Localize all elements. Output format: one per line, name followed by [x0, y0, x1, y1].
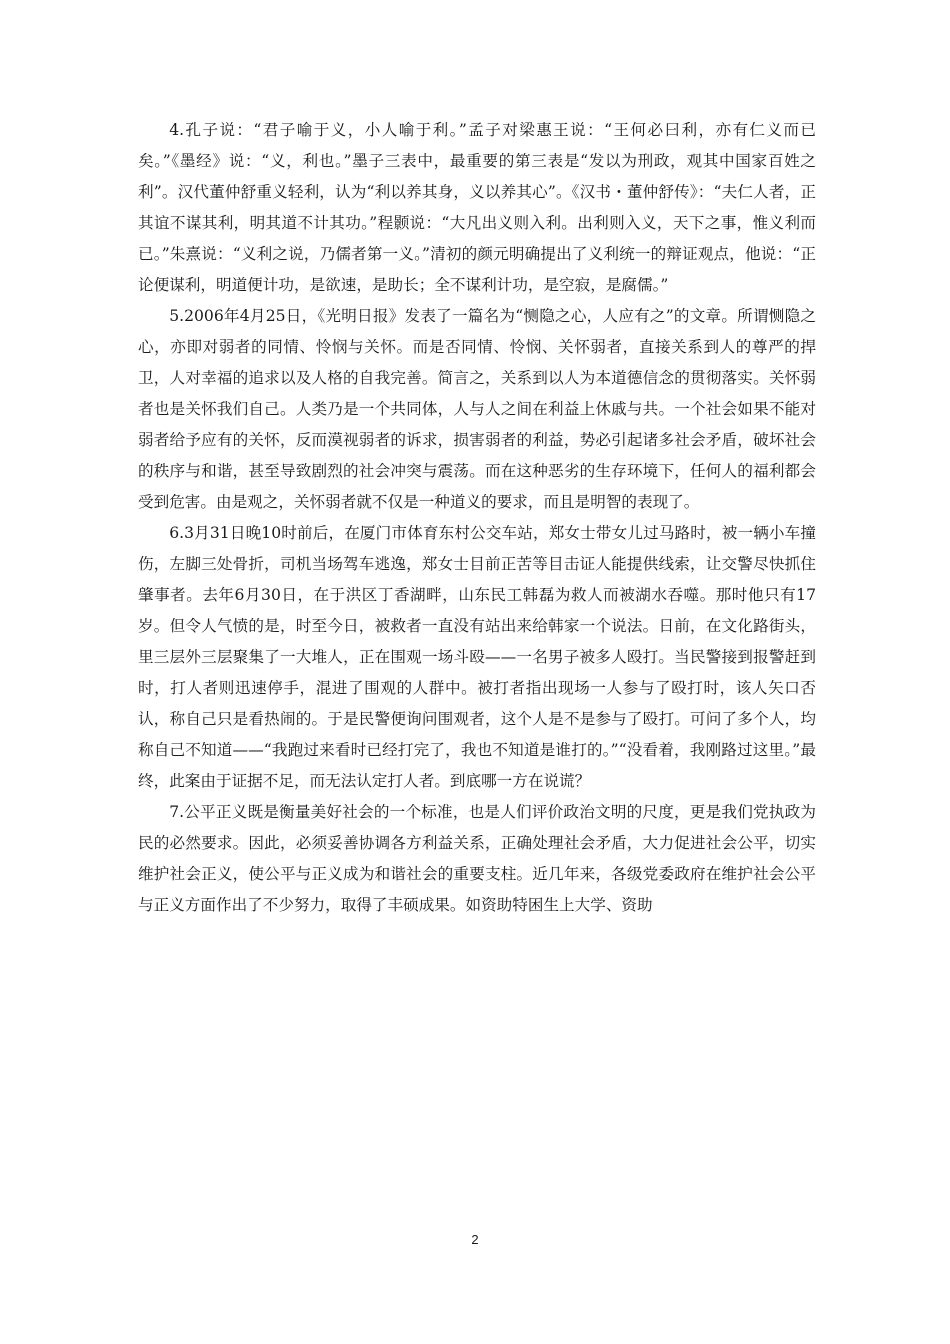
document-body	[138, 115, 816, 921]
paragraph-7: 7.公平正义既是衡量美好社会的一个标准，也是人们评价政治文明的尺度，更是我们党执政为民的必然要求。因此，必须妥善协调各方利益关系，正确处理社会矛盾，大力促进社会公平，切实维护社会正义，使公平与正义成为和谐社会的重要支柱。近几年来，各级党委政府在维护社会公平与正义方面作出了不少努力，取得了丰硕成果。如资助特困生上大学、资助	[138, 803, 816, 914]
paragraph-4: 4.孔子说：“君子喻于义，小人喻于利。”孟子对梁惠王说：“王何必曰利，亦有仁义而已矣。”《墨经》说：“义，利也。”墨子三表中，最重要的第三表是“发以为刑政，观其中国家百姓之利”。汉代董仲舒重义轻利，认为“利以养其身，义以养其心”。《汉书・董仲舒传》：“夫仁人者，正其谊不谋其利，明其道不计其功。”程颢说：“大凡出义则入利。出利则入义，天下之事，惟义利而已。”朱熹说：“义利之说，乃儒者第一义。”清初的颜元明确提出了义利统一的辩证观点，他说：“正论便谋利，明道便计功，是欲速，是助长；全不谋利计功，是空寂，是腐儒。”	[138, 121, 816, 294]
page-number: 2	[471, 1232, 479, 1247]
paragraph-5: 5.2006年4月25日，《光明日报》发表了一篇名为“恻隐之心，人应有之”的文章。所谓恻隐之心，亦即对弱者的同情、怜悯与关怀。而是否同情、怜悯、关怀弱者，直接关系到人的尊严的捍卫，人对幸福的追求以及人格的自我完善。简言之，关系到以人为本道德信念的贯彻落实。关怀弱者也是关怀我们自己。人类乃是一个共同体，人与人之间在利益上休戚与共。一个社会如果不能对弱者给予应有的关怀，反而漠视弱者的诉求，损害弱者的利益，势必引起诸多社会矛盾，破坏社会的秩序与和谐，甚至导致剧烈的社会冲突与震荡。而在这种恶劣的生存环境下，任何人的福利都会受到危害。由是观之，关怀弱者就不仅是一种道义的要求，而且是明智的表现了。	[138, 307, 816, 511]
paragraph-6: 6.3月31日晚10时前后，在厦门市体育东村公交车站，郑女士带女儿过马路时，被一辆小车撞伤，左脚三处骨折，司机当场驾车逃逸，郑女士目前正苦等目击证人能提供线索，让交警尽快抓住肇事者。去年6月30日，在于洪区丁香湖畔，山东民工韩磊为救人而被湖水吞噬。那时他只有17岁。但令人气愤的是，时至今日，被救者一直没有站出来给韩家一个说法。日前，在文化路街头，里三层外三层聚集了一大堆人，正在围观一场斗殴——一名男子被多人殴打。当民警接到报警赶到时，打人者则迅速停手，混进了围观的人群中。被打者指出现场一人参与了殴打时，该人矢口否认，称自己只是看热闹的。于是民警便询问围观者，这个人是不是参与了殴打。可问了多个人，均称自己不知道——“我跑过来看时已经打完了，我也不知道是谁打的。”“没看着，我刚路过这里。”最终，此案由于证据不足，而无法认定打人者。到底哪一方在说谎？	[138, 524, 816, 790]
